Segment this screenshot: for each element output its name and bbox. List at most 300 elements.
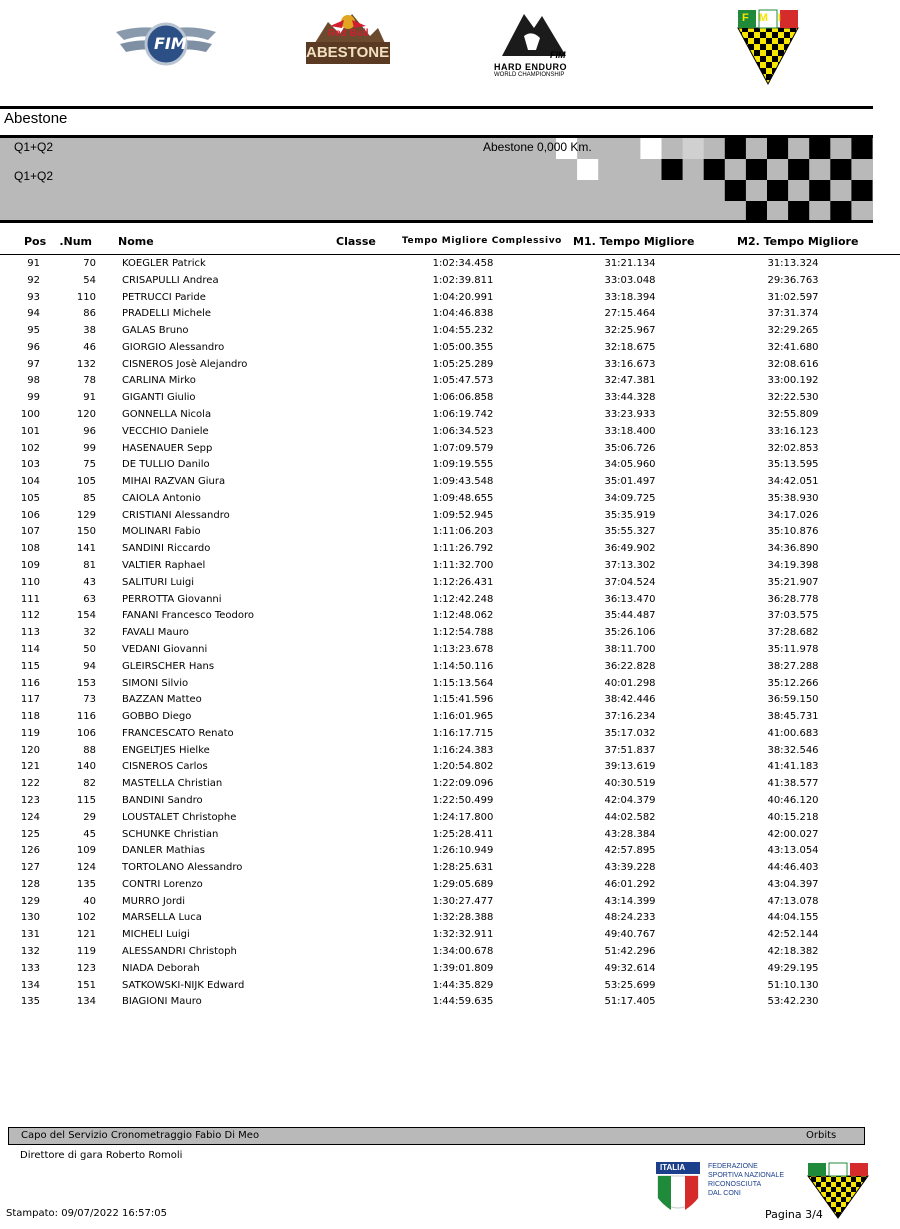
cell-num: 132 bbox=[76, 358, 96, 370]
cell-num: 150 bbox=[76, 526, 96, 538]
table-row bbox=[0, 357, 900, 374]
cell-pos: 94 bbox=[27, 308, 40, 320]
cell-m2-time: 32:08.616 bbox=[767, 358, 819, 370]
cell-name: DANLER Mathias bbox=[122, 845, 205, 857]
cell-m2-time: 31:02.597 bbox=[767, 291, 819, 303]
cell-m1-time: 42:04.379 bbox=[604, 794, 656, 806]
cell-m2-time: 35:13.595 bbox=[767, 459, 819, 471]
col-header-num: Num. bbox=[59, 235, 92, 248]
cell-num: 140 bbox=[76, 761, 96, 773]
cell-m1-time: 40:30.519 bbox=[604, 778, 656, 790]
printed-timestamp: Stampato: 09/07/2022 16:57:05 bbox=[6, 1208, 167, 1219]
cell-m2-time: 32:29.265 bbox=[767, 325, 819, 337]
fim-logo-text: FIM bbox=[154, 34, 187, 53]
cell-best-time: 1:06:34.523 bbox=[432, 425, 494, 437]
header-divider bbox=[0, 254, 900, 255]
cell-m1-time: 51:42.296 bbox=[604, 945, 656, 957]
cell-num: 91 bbox=[83, 392, 96, 404]
cell-num: 153 bbox=[76, 677, 96, 689]
cell-m2-time: 34:19.398 bbox=[767, 560, 819, 572]
cell-best-time: 1:16:01.965 bbox=[432, 711, 494, 723]
cell-best-time: 1:22:50.499 bbox=[432, 794, 494, 806]
cell-best-time: 1:32:28.388 bbox=[432, 912, 494, 924]
cell-num: 123 bbox=[76, 962, 96, 974]
cell-m2-time: 35:38.930 bbox=[767, 492, 819, 504]
cell-m1-time: 37:13.302 bbox=[604, 560, 656, 572]
cell-best-time: 1:09:52.945 bbox=[432, 509, 494, 521]
cell-m2-time: 34:36.890 bbox=[767, 543, 819, 555]
cell-name: GIORGIO Alessandro bbox=[122, 341, 225, 353]
cell-m2-time: 36:59.150 bbox=[767, 694, 819, 706]
table-row bbox=[0, 759, 900, 776]
cell-num: 135 bbox=[76, 878, 96, 890]
flag-square bbox=[683, 138, 704, 159]
cell-pos: 98 bbox=[27, 375, 40, 387]
cell-best-time: 1:02:34.458 bbox=[432, 258, 494, 269]
cell-num: 105 bbox=[76, 476, 96, 488]
cell-m1-time: 49:32.614 bbox=[604, 962, 656, 974]
cell-pos: 100 bbox=[20, 409, 40, 421]
cell-name: PRADELLI Michele bbox=[122, 308, 212, 320]
cell-name: VECCHIO Daniele bbox=[122, 425, 209, 437]
cell-num: 110 bbox=[76, 291, 96, 303]
cell-m1-time: 42:57.895 bbox=[604, 845, 656, 857]
cell-name: TORTOLANO Alessandro bbox=[122, 862, 243, 874]
cell-num: 85 bbox=[83, 492, 96, 504]
flag-square bbox=[830, 201, 851, 222]
cell-pos: 95 bbox=[27, 325, 40, 337]
cell-m1-time: 34:05.960 bbox=[604, 459, 656, 471]
cell-name: VEDANI Giovanni bbox=[122, 643, 208, 655]
cell-name: FANANI Francesco Teodoro bbox=[122, 610, 255, 622]
cell-best-time: 1:05:47.573 bbox=[432, 375, 494, 387]
cell-pos: 109 bbox=[20, 560, 40, 572]
cell-num: 120 bbox=[76, 409, 96, 421]
table-row bbox=[0, 323, 900, 340]
cell-num: 134 bbox=[76, 996, 96, 1008]
cell-pos: 132 bbox=[20, 945, 40, 957]
cell-m1-time: 53:25.699 bbox=[604, 979, 656, 991]
table-row bbox=[0, 592, 900, 609]
cell-best-time: 1:12:48.062 bbox=[432, 610, 494, 622]
cell-best-time: 1:39:01.809 bbox=[432, 962, 494, 974]
cell-name: FRANCESCATO Renato bbox=[122, 727, 234, 739]
cell-pos: 133 bbox=[20, 962, 40, 974]
cell-m1-time: 39:13.619 bbox=[604, 761, 656, 773]
cell-pos: 110 bbox=[20, 576, 40, 588]
cell-name: MOLINARI Fabio bbox=[122, 526, 201, 538]
cell-m1-time: 36:22.828 bbox=[604, 660, 656, 672]
cell-num: 141 bbox=[76, 543, 96, 555]
cell-m1-time: 32:18.675 bbox=[604, 341, 656, 353]
cell-num: 124 bbox=[76, 862, 96, 874]
cell-m2-time: 35:21.907 bbox=[767, 576, 819, 588]
table-row bbox=[0, 860, 900, 877]
timing-provider: Orbits bbox=[806, 1130, 837, 1141]
cell-m2-time: 37:03.575 bbox=[767, 610, 819, 622]
cell-best-time: 1:28:25.631 bbox=[432, 862, 494, 874]
cell-num: 38 bbox=[83, 325, 96, 337]
cell-pos: 120 bbox=[20, 744, 40, 756]
cell-num: 43 bbox=[83, 576, 96, 588]
cell-pos: 108 bbox=[20, 543, 40, 555]
cell-m2-time: 37:31.374 bbox=[767, 308, 819, 320]
cell-m2-time: 37:28.682 bbox=[767, 627, 819, 639]
table-row bbox=[0, 726, 900, 743]
cell-num: 45 bbox=[83, 828, 96, 840]
table-row bbox=[0, 709, 900, 726]
cell-num: 88 bbox=[83, 744, 96, 756]
cell-m2-time: 47:13.078 bbox=[767, 895, 819, 907]
world-championship-text: WORLD CHAMPIONSHIP bbox=[494, 72, 565, 78]
cell-m2-time: 32:55.809 bbox=[767, 409, 819, 421]
cell-name: GLEIRSCHER Hans bbox=[122, 660, 215, 672]
cell-m1-time: 37:04.524 bbox=[604, 576, 656, 588]
cell-best-time: 1:15:41.596 bbox=[432, 694, 494, 706]
flag-square bbox=[746, 159, 767, 180]
cell-m2-time: 49:29.195 bbox=[767, 962, 819, 974]
cell-m1-time: 31:21.134 bbox=[604, 258, 656, 269]
session-label-1: Q1+Q2 bbox=[14, 140, 54, 154]
session-label-2: Q1+Q2 bbox=[14, 169, 54, 183]
hard-enduro-logo bbox=[488, 6, 588, 82]
cell-name: LOUSTALET Christophe bbox=[122, 811, 237, 823]
cell-pos: 128 bbox=[20, 878, 40, 890]
cell-name: GIGANTI Giulio bbox=[122, 392, 196, 404]
table-row bbox=[0, 273, 900, 290]
cell-best-time: 1:29:05.689 bbox=[432, 878, 494, 890]
cell-pos: 101 bbox=[20, 425, 40, 437]
cell-num: 129 bbox=[76, 509, 96, 521]
cell-m2-time: 33:00.192 bbox=[767, 375, 819, 387]
cell-m1-time: 33:23.933 bbox=[604, 409, 656, 421]
col-header-class: Classe bbox=[336, 235, 376, 248]
flag-square bbox=[640, 138, 661, 159]
flag-square bbox=[809, 180, 830, 201]
cell-m1-time: 33:44.328 bbox=[604, 392, 656, 404]
cell-name: PERROTTA Giovanni bbox=[122, 593, 222, 605]
cell-num: 94 bbox=[83, 660, 96, 672]
table-row bbox=[0, 491, 900, 508]
cell-name: CONTRI Lorenzo bbox=[122, 878, 203, 890]
fmi-logo bbox=[736, 8, 800, 86]
cell-m1-time: 35:44.487 bbox=[604, 610, 656, 622]
cell-m2-time: 43:13.054 bbox=[767, 845, 819, 857]
cell-name: GONNELLA Nicola bbox=[122, 409, 212, 421]
table-row bbox=[0, 441, 900, 458]
table-row bbox=[0, 474, 900, 491]
cell-pos: 106 bbox=[20, 509, 40, 521]
cell-num: 75 bbox=[83, 459, 96, 471]
cell-num: 70 bbox=[83, 258, 96, 269]
cell-best-time: 1:34:00.678 bbox=[432, 945, 494, 957]
coni-text-line: RICONOSCIUTA bbox=[708, 1181, 762, 1188]
cell-m1-time: 48:24.233 bbox=[604, 912, 656, 924]
coni-text-line: DAL CONI bbox=[708, 1190, 741, 1197]
cell-pos: 96 bbox=[27, 341, 40, 353]
table-row bbox=[0, 944, 900, 961]
flag-square bbox=[767, 138, 788, 159]
cell-best-time: 1:32:32.911 bbox=[432, 929, 494, 941]
cell-m2-time: 40:46.120 bbox=[767, 794, 819, 806]
table-row bbox=[0, 994, 900, 1011]
cell-num: 151 bbox=[76, 979, 96, 991]
cell-m1-time: 37:51.837 bbox=[604, 744, 656, 756]
table-row bbox=[0, 575, 900, 592]
session-banner bbox=[0, 135, 873, 223]
cell-best-time: 1:14:50.116 bbox=[432, 660, 494, 672]
cell-pos: 134 bbox=[20, 979, 40, 991]
table-row bbox=[0, 306, 900, 323]
cell-pos: 113 bbox=[20, 627, 40, 639]
cell-m2-time: 42:52.144 bbox=[767, 929, 819, 941]
cell-best-time: 1:04:55.232 bbox=[432, 325, 494, 337]
cell-name: SIMONI Silvio bbox=[122, 677, 189, 689]
flag-square bbox=[788, 201, 809, 222]
cell-num: 116 bbox=[76, 711, 96, 723]
cell-pos: 127 bbox=[20, 862, 40, 874]
abestone-logo-text: ABESTONE bbox=[306, 44, 390, 61]
table-row bbox=[0, 961, 900, 978]
cell-best-time: 1:11:26.792 bbox=[432, 543, 494, 555]
cell-pos: 125 bbox=[20, 828, 40, 840]
cell-m2-time: 38:45.731 bbox=[767, 711, 819, 723]
cell-pos: 119 bbox=[20, 727, 40, 739]
timing-chief: Capo del Servizio Cronometraggio Fabio Di Meo bbox=[21, 1130, 260, 1141]
cell-m2-time: 32:41.680 bbox=[767, 341, 819, 353]
cell-num: 121 bbox=[76, 929, 96, 941]
cell-pos: 126 bbox=[20, 845, 40, 857]
coni-text-line: FEDERAZIONE bbox=[708, 1163, 758, 1170]
flag-square bbox=[746, 201, 767, 222]
flag-square bbox=[809, 138, 830, 159]
table-row bbox=[0, 793, 900, 810]
table-row bbox=[0, 340, 900, 357]
cell-num: 119 bbox=[76, 945, 96, 957]
table-row bbox=[0, 625, 900, 642]
cell-m1-time: 35:17.032 bbox=[604, 727, 656, 739]
cell-m2-time: 53:42.230 bbox=[767, 996, 819, 1008]
table-row bbox=[0, 978, 900, 995]
table-row bbox=[0, 910, 900, 927]
cell-pos: 118 bbox=[20, 711, 40, 723]
cell-m1-time: 46:01.292 bbox=[604, 878, 656, 890]
cell-m1-time: 37:16.234 bbox=[604, 711, 656, 723]
fim-logo bbox=[112, 14, 220, 74]
table-row bbox=[0, 692, 900, 709]
cell-name: GALAS Bruno bbox=[122, 325, 189, 337]
table-row bbox=[0, 390, 900, 407]
cell-m1-time: 36:13.470 bbox=[604, 593, 656, 605]
cell-name: BANDINI Sandro bbox=[122, 794, 203, 806]
cell-num: 99 bbox=[83, 442, 96, 454]
table-row bbox=[0, 407, 900, 424]
cell-pos: 116 bbox=[20, 677, 40, 689]
cell-m2-time: 40:15.218 bbox=[767, 811, 819, 823]
cell-pos: 135 bbox=[20, 996, 40, 1008]
cell-best-time: 1:09:43.548 bbox=[432, 476, 494, 488]
flag-square bbox=[725, 180, 746, 201]
cell-m1-time: 35:26.106 bbox=[604, 627, 656, 639]
cell-best-time: 1:06:06.858 bbox=[432, 392, 494, 404]
race-director: Direttore di gara Roberto Romoli bbox=[20, 1150, 183, 1161]
cell-best-time: 1:12:26.431 bbox=[432, 576, 494, 588]
cell-num: 154 bbox=[76, 610, 96, 622]
venue-title: Abestone bbox=[4, 110, 68, 127]
cell-best-time: 1:02:39.811 bbox=[432, 274, 494, 286]
cell-m1-time: 43:28.384 bbox=[604, 828, 656, 840]
cell-best-time: 1:11:06.203 bbox=[432, 526, 494, 538]
cell-name: MICHELI Luigi bbox=[122, 929, 190, 941]
cell-num: 40 bbox=[83, 895, 96, 907]
cell-pos: 111 bbox=[20, 593, 40, 605]
cell-best-time: 1:26:10.949 bbox=[432, 845, 494, 857]
cell-best-time: 1:04:20.991 bbox=[432, 291, 494, 303]
cell-pos: 103 bbox=[20, 459, 40, 471]
cell-pos: 114 bbox=[20, 643, 40, 655]
col-header-name: Nome bbox=[118, 235, 154, 248]
cell-best-time: 1:20:54.802 bbox=[432, 761, 494, 773]
cell-m2-time: 42:18.382 bbox=[767, 945, 819, 957]
table-row bbox=[0, 424, 900, 441]
table-row bbox=[0, 743, 900, 760]
col-header-m1: M1. Tempo Migliore bbox=[573, 235, 695, 248]
cell-name: MARSELLA Luca bbox=[122, 912, 202, 924]
cell-m1-time: 32:47.381 bbox=[604, 375, 656, 387]
flag-square bbox=[830, 159, 851, 180]
fmi-logo-text: FMI bbox=[742, 12, 791, 24]
cell-m2-time: 38:32.546 bbox=[767, 744, 819, 756]
cell-pos: 93 bbox=[27, 291, 40, 303]
table-row bbox=[0, 659, 900, 676]
cell-best-time: 1:07:09.579 bbox=[432, 442, 494, 454]
cell-name: SATKOWSKI-NIJK Edward bbox=[122, 979, 245, 991]
flag-square bbox=[788, 159, 809, 180]
hard-enduro-text: HARD ENDURO bbox=[494, 62, 567, 72]
cell-name: PETRUCCI Paride bbox=[122, 291, 206, 303]
cell-name: SCHUNKE Christian bbox=[122, 828, 219, 840]
coni-text bbox=[708, 1162, 784, 1198]
cell-name: SALITURI Luigi bbox=[122, 576, 195, 588]
hard-enduro-fim-text: FIM bbox=[550, 50, 566, 60]
cell-name: ALESSANDRI Christoph bbox=[122, 945, 237, 957]
cell-m2-time: 44:04.155 bbox=[767, 912, 819, 924]
table-row bbox=[0, 508, 900, 525]
cell-m2-time: 38:27.288 bbox=[767, 660, 819, 672]
cell-num: 73 bbox=[83, 694, 96, 706]
cell-pos: 92 bbox=[27, 274, 40, 286]
cell-m1-time: 27:15.464 bbox=[604, 308, 656, 320]
cell-m1-time: 51:17.405 bbox=[604, 996, 656, 1008]
cell-name: SANDINI Riccardo bbox=[122, 543, 211, 555]
cell-num: 78 bbox=[83, 375, 96, 387]
table-row bbox=[0, 927, 900, 944]
table-row bbox=[0, 642, 900, 659]
cell-m2-time: 42:00.027 bbox=[767, 828, 819, 840]
italia-text: ITALIA bbox=[660, 1163, 686, 1172]
cell-m1-time: 36:49.902 bbox=[604, 543, 656, 555]
cell-m2-time: 43:04.397 bbox=[767, 878, 819, 890]
cell-pos: 117 bbox=[20, 694, 40, 706]
flag-square bbox=[725, 138, 746, 159]
table-row bbox=[0, 256, 900, 273]
cell-best-time: 1:44:59.635 bbox=[432, 996, 494, 1008]
cell-name: CISNEROS Carlos bbox=[122, 761, 208, 773]
cell-m2-time: 35:12.266 bbox=[767, 677, 819, 689]
cell-best-time: 1:05:25.289 bbox=[432, 358, 494, 370]
col-header-m2: M2. Tempo Migliore bbox=[737, 235, 859, 248]
cell-name: MURRO Jordi bbox=[122, 895, 186, 907]
cell-pos: 107 bbox=[20, 526, 40, 538]
flag-square bbox=[851, 138, 872, 159]
cell-num: 46 bbox=[83, 341, 96, 353]
cell-name: KOEGLER Patrick bbox=[122, 258, 206, 269]
cell-best-time: 1:12:54.788 bbox=[432, 627, 494, 639]
redbull-abestone-logo bbox=[300, 6, 396, 78]
cell-m1-time: 35:01.497 bbox=[604, 476, 656, 488]
flag-square bbox=[767, 180, 788, 201]
table-row bbox=[0, 457, 900, 474]
cell-name: MASTELLA Christian bbox=[122, 778, 223, 790]
cell-m1-time: 44:02.582 bbox=[604, 811, 656, 823]
cell-m1-time: 43:39.228 bbox=[604, 862, 656, 874]
cell-name: CRISTIANI Alessandro bbox=[122, 509, 230, 521]
cell-num: 81 bbox=[83, 560, 96, 572]
cell-m2-time: 33:16.123 bbox=[767, 425, 819, 437]
flag-square bbox=[704, 159, 725, 180]
cell-pos: 130 bbox=[20, 912, 40, 924]
cell-pos: 104 bbox=[20, 476, 40, 488]
cell-pos: 99 bbox=[27, 392, 40, 404]
flag-square bbox=[851, 180, 872, 201]
cell-num: 29 bbox=[83, 811, 96, 823]
cell-name: HASENAUER Sepp bbox=[122, 442, 213, 454]
cell-m1-time: 40:01.298 bbox=[604, 677, 656, 689]
cell-best-time: 1:09:19.555 bbox=[432, 459, 494, 471]
table-row bbox=[0, 558, 900, 575]
redbull-text: Red Bull bbox=[328, 28, 369, 39]
cell-m2-time: 44:46.403 bbox=[767, 862, 819, 874]
cell-m1-time: 35:55.327 bbox=[604, 526, 656, 538]
fmi-footer-logo bbox=[806, 1162, 870, 1218]
cell-best-time: 1:11:32.700 bbox=[432, 560, 494, 572]
cell-m2-time: 36:28.778 bbox=[767, 593, 819, 605]
cell-m1-time: 33:18.394 bbox=[604, 291, 656, 303]
cell-name: CAIOLA Antonio bbox=[122, 492, 201, 504]
cell-pos: 91 bbox=[27, 258, 40, 269]
cell-pos: 102 bbox=[20, 442, 40, 454]
coni-text-line: SPORTIVA NAZIONALE bbox=[708, 1172, 784, 1179]
cell-best-time: 1:13:23.678 bbox=[432, 643, 494, 655]
table-row bbox=[0, 810, 900, 827]
table-row bbox=[0, 827, 900, 844]
cell-m2-time: 35:10.876 bbox=[767, 526, 819, 538]
cell-pos: 131 bbox=[20, 929, 40, 941]
cell-m2-time: 31:13.324 bbox=[767, 258, 819, 269]
cell-m2-time: 35:11.978 bbox=[767, 643, 819, 655]
cell-pos: 124 bbox=[20, 811, 40, 823]
cell-best-time: 1:16:24.383 bbox=[432, 744, 494, 756]
cell-m1-time: 33:18.400 bbox=[604, 425, 656, 437]
table-row bbox=[0, 290, 900, 307]
cell-best-time: 1:06:19.742 bbox=[432, 409, 494, 421]
page-number: Pagina 3/4 bbox=[765, 1208, 823, 1221]
cell-name: NIADA Deborah bbox=[122, 962, 200, 974]
cell-num: 106 bbox=[76, 727, 96, 739]
cell-pos: 123 bbox=[20, 794, 40, 806]
cell-pos: 122 bbox=[20, 778, 40, 790]
cell-m1-time: 35:06.726 bbox=[604, 442, 656, 454]
